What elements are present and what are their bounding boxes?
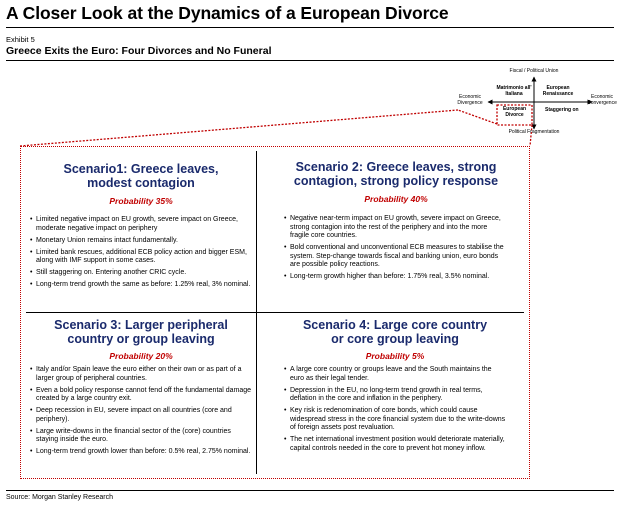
connector-line xyxy=(458,110,497,124)
list-item: • Key risk is redenomination of core bonds, which could cause widespread stress in the core financial system due to the write-downs of foreign assets post revaluation. xyxy=(284,407,506,433)
axis-label-top: Fiscal / Political Union xyxy=(509,68,559,74)
quadrant-label-bottom-right: Staggering on xyxy=(545,107,579,113)
list-item: • Still staggering on. Entering another CRIC cycle. xyxy=(30,269,252,278)
list-item: • Limited bank rescues, additional ECB policy action and bigger ESM, along with IMF support in some cases. xyxy=(30,249,252,266)
exhibit-label: Exhibit 5 xyxy=(6,35,35,44)
scenario-3-title: Scenario 3: Larger peripheral country or group leaving xyxy=(54,318,228,346)
scenario-2-probability: Probability 40% xyxy=(364,194,428,204)
connector-line-2 xyxy=(20,110,458,146)
scenario-2-title: Scenario 2: Greece leaves, strong contagion, strong policy response xyxy=(293,160,499,188)
scenario-4 xyxy=(284,318,506,457)
scenario-3-probability: Probability 20% xyxy=(109,351,173,361)
list-item: • Italy and/or Spain leave the euro either on their own or as part of a larger group of peripheral countries. xyxy=(30,366,252,383)
axis-label-left: Economic Divergence xyxy=(457,94,483,106)
list-item: • A large core country or groups leave and the South maintains the euro as their legal tender. xyxy=(284,366,506,383)
list-item: • Long-term growth higher than before: 1.75% real, 3.5% nominal. xyxy=(284,273,508,282)
footer-rule xyxy=(6,490,614,491)
exhibit-subtitle: Greece Exits the Euro: Four Divorces and No Funeral xyxy=(6,45,272,57)
scenario-1 xyxy=(30,162,252,293)
list-item: • Long-term trend growth the same as before: 1.25% real, 3% nominal. xyxy=(30,281,252,290)
list-item: • Bold conventional and unconventional ECB measures to stabilise the system. Step-change towards fiscal and banking union, euro bonds are possible policy reactions. xyxy=(284,244,508,270)
axis-label-right: Economic Convergence xyxy=(587,94,617,106)
page-title: A Closer Look at the Dynamics of a European Divorce xyxy=(6,3,449,23)
scenario-1-title: Scenario1: Greece leaves, modest contagion xyxy=(63,162,219,190)
scenario-4-bullets xyxy=(284,366,506,454)
list-item: • Long-term trend growth lower than before: 0.5% real, 2.75% nominal. xyxy=(30,448,252,457)
scenario-4-probability: Probability 5% xyxy=(365,351,425,361)
quadrant-divider-horizontal xyxy=(26,312,524,313)
scenario-3 xyxy=(30,318,252,460)
axis-label-bottom: Political Fragmentation xyxy=(508,129,560,135)
scenario-2 xyxy=(284,160,508,285)
list-item: • Negative near-term impact on EU growth, severe impact on Greece, strong contagion into the rest of the periphery and into the more fragile core countries. xyxy=(284,215,508,241)
scenario-4-title: Scenario 4: Large core country or core group leaving xyxy=(302,318,488,346)
list-item: • Limited negative impact on EU growth, severe impact on Greece, moderate negative impact on periphery xyxy=(30,216,252,233)
list-item: • Monetary Union remains intact fundamentally. xyxy=(30,237,252,246)
scenario-1-probability: Probability 35% xyxy=(109,196,173,206)
quadrant-label-top-right: European Renaissance xyxy=(542,85,574,97)
scenario-3-bullets xyxy=(30,366,252,457)
scenario-2-bullets xyxy=(284,215,508,282)
scenario-1-bullets xyxy=(30,216,252,290)
quadrant-label-bottom-left: European Divorce xyxy=(502,106,527,118)
source-note: Source: Morgan Stanley Research xyxy=(6,494,113,501)
quadrant-label-top-left: Matrimonio all' Italiana xyxy=(496,85,532,97)
list-item: • Deep recession in EU, severe impact on all countries (core and periphery). xyxy=(30,407,252,424)
list-item: • Depression in the EU, no long-term trend growth in real terms, deflation in the core and inflation in the periphery. xyxy=(284,387,506,404)
list-item: • Even a bold policy response cannot fend off the fundamental damage created by a large country exit. xyxy=(30,387,252,404)
list-item: • Large write-downs in the financial sector of the (core) countries staying inside the euro. xyxy=(30,428,252,445)
list-item: • The net international investment position would deteriorate materially, capital controls needed in the core to prevent hot money inflow. xyxy=(284,436,506,453)
